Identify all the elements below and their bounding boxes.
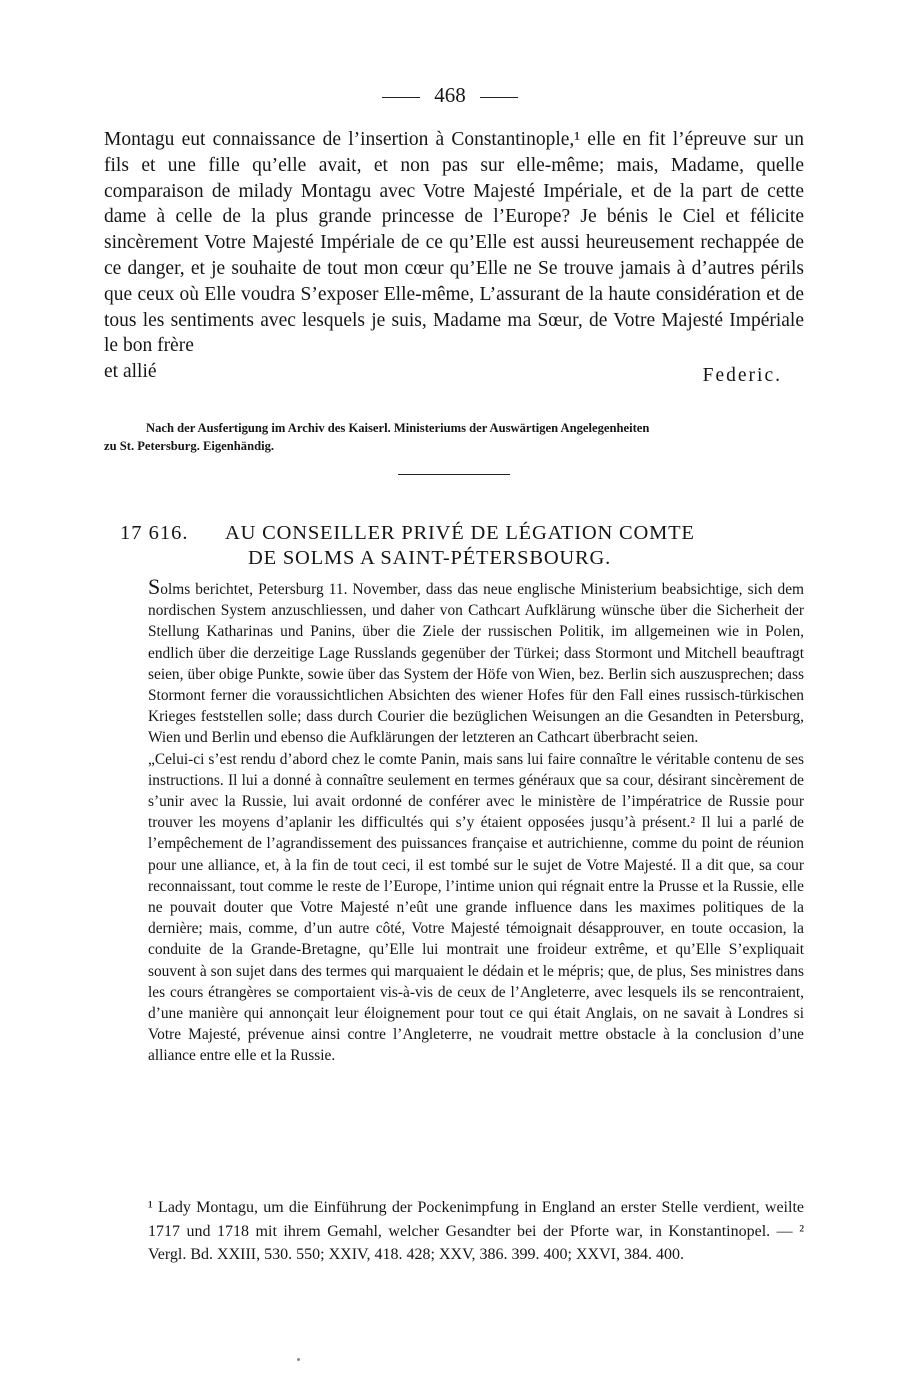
summary-dropcap: S (148, 574, 161, 599)
page-header (0, 83, 900, 108)
letter-closing: et allié (104, 361, 157, 383)
footnote-text: ¹ Lady Montagu, um die Einführung der Pockenimpfung in England an erster Stelle verdient, weilte 1717 und 1718 mit ihrem Gemahl, welcher Gesandter bei der Pforte war, in Konstantinopel. — ² Vergl. Bd. XXIII, 530. 550; XXIV, 418. 428; XXV, 386. 399. 400; XXVI, 384. 400. (148, 1199, 804, 1264)
document-title-line2: DE SOLMS A SAINT-PÉTERSBOURG. (248, 547, 612, 569)
letter-signoff (104, 359, 804, 385)
document-heading (120, 521, 820, 571)
page-speck (297, 1358, 300, 1361)
header-dash-left (382, 97, 420, 98)
document-summary (104, 576, 804, 1067)
footnotes (104, 1196, 804, 1267)
letter-signature: Federic. (702, 365, 782, 387)
summary-paragraph-2: „Celui-ci s’est rendu d’abord chez le comte Panin, mais sans lui faire connaître le véritable contenu de ses instructions. Il lui a donné à connaître seulement en termes généraux que sa cour, désirant sincèrement de s’unir avec la Russie, lui avait ordonné de conférer avec le ministère de l’impératrice de Russie pour trouver les moyens d’aplanir les difficultés qui s’y étaient opposées jusqu’à présent.² Il lui a parlé de l’empêchement de l’agrandissement des puissances française et autrichienne, comme du point de réunion pour une alliance, et, à la fin de tout ceci, il est tombé sur le sujet de Votre Majesté. Il a dit que, sa cour reconnaissant, tout comme le reste de l’Europe, l’intime union qui régnait entre la Prusse et la Russie, elle ne pouvait douter que Votre Majesté n’eût une grande influence dans les maximes politiques de la dernière; mais, comme, d’un autre côté, Votre Majesté témoignait désapprouver, en toute occasion, la conduite de la Grande-Bretagne, qu’Elle lui montrait une froideur extrême, et qu’Elle S’expliquait souvent à son sujet dans des termes qui marquaient le dédain et le mépris; que, de plus, Ses ministres dans les cours étrangères se comportaient vis-à-vis de ceux de l’Angleterre, avec lesquels ils se rencontraient, d’une manière qui annonçait leur éloignement pour tout ce qui était Anglais, on ne savait à Londres si Votre Majesté, prévenue ainsi contre l’Angleterre, ne voudrait mettre obstacle à la conclusion d’une alliance entre elle et la Russie. (148, 750, 804, 1065)
section-divider (398, 474, 510, 475)
source-note (104, 419, 804, 455)
document-title-line1: AU CONSEILLER PRIVÉ DE LÉGATION COMTE (225, 522, 695, 544)
header-dash-right (480, 97, 518, 98)
summary-paragraph-1 (104, 576, 804, 749)
letter-body: Montagu eut connaissance de l’insertion à Constantinople,¹ elle en fit l’épreuve sur un fils et une fille qu’elle avait, et non pas sur elle-même; mais, Madame, quelle comparaison de milady Montagu avec Votre Majesté Impériale, et de la part de cette dame à celle de la plus grande princesse de l’Europe? Je bénis le Ciel et félicite sincèrement Votre Majesté Impériale de ce qu’Elle est aussi heureusement rechappée de ce danger, et je souhaite de tout mon cœur qu’Elle ne Se trouve jamais à d’autres périls que ceux où Elle voudra S’exposer Elle-même, L’assurant de la haute considération et de tous les sentiments avec lesquels je suis, Madame ma Sœur, de Votre Majesté Impériale le bon frère (104, 129, 804, 357)
source-note-line2: zu St. Petersburg. Eigenhändig. (104, 439, 275, 453)
page-number: 468 (434, 83, 466, 107)
summary-paragraph-1-text: olms berichtet, Petersburg 11. November, dass das neue englische Ministerium beabsichtige, sich dem nordischen System anzuschliessen, und daher von Cathcart Aufklärung wünsche über die Sicherheit der Stellung Katharinas und Panins, über die Ziele der russischen Politik, im allgemeinen wie in Polen, endlich über die derzeitige Lage Russlands gegenüber der Türkei; dass Stormont und Mitchell beauftragt seien, über obige Punkte, sowie über das System der Höfe von Wien, bez. Berlin sich auszusprechen; dass Stormont ferner die voraussichtlichen Absichten des wiener Hofes für den Fall eines russisch-türkischen Krieges feststellen solle; dass durch Courier die bezüglichen Weisungen an die Gesandten in Petersburg, Wien und Berlin und ebenso die Aufklärungen der letzteren an Cathcart überbracht seien. (148, 581, 804, 747)
source-note-line1: Nach der Ausfertigung im Archiv des Kaiserl. Ministeriums der Auswärtigen Angelegenheiten (146, 421, 650, 435)
letter-continuation (104, 127, 804, 385)
document-number: 17 616. (120, 522, 189, 544)
